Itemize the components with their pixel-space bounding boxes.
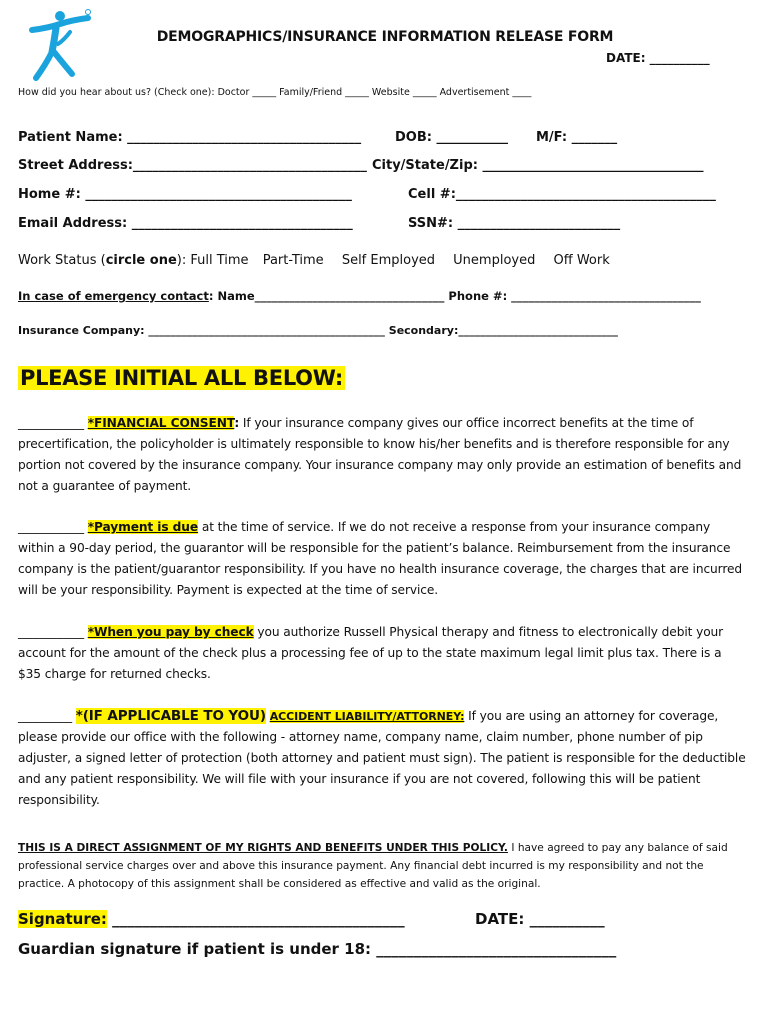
signature-date-field[interactable]: DATE: __________	[475, 910, 605, 928]
work-status-part-time[interactable]: Part-Time	[262, 253, 324, 268]
emergency-contact-row	[18, 289, 701, 303]
financial-consent-text: If your insurance company gives our office incorrect benefits at the time of precertification, the policyholder is ultimately responsible to know his/her benefits and is therefore responsible for any portion not covered by the insurance company. Your insurance company may only provide an estimation of benefits and not a guarantee of payment.	[18, 416, 742, 493]
form-title: DEMOGRAPHICS/INSURANCE INFORMATION RELEASE FORM	[156, 29, 614, 45]
work-status-self-employed[interactable]: Self Employed	[341, 253, 436, 268]
sex-field[interactable]: M/F: _______	[536, 130, 618, 145]
initial-all-heading: PLEASE INITIAL ALL BELOW:	[20, 366, 344, 390]
emergency-contact-label: In case of emergency contact	[18, 289, 209, 303]
dob-field[interactable]: DOB: ___________	[395, 130, 508, 145]
emergency-name-field[interactable]: : Name_________________________________	[208, 289, 445, 303]
check-payment-initial-blank[interactable]: ___________	[18, 625, 84, 639]
logo-stick-figure-icon	[26, 8, 96, 84]
work-status-circle-label: circle one	[105, 253, 177, 268]
insurance-row	[18, 324, 618, 337]
attorney-liability-label: ACCIDENT LIABILITY/ATTORNEY:	[269, 710, 465, 723]
work-status-full-time[interactable]: ): Full Time	[176, 253, 249, 268]
assignment-paragraph	[18, 839, 748, 893]
attorney-applicable-label: *(IF APPLICABLE TO YOU)	[75, 708, 266, 724]
referral-source-question[interactable]: How did you hear about us? (Check one): Doctor _____ Family/Friend _____ Website _____ Advertisement ____	[18, 87, 532, 98]
attorney-text: If you are using an attorney for coverage, please provide our office with the following - attorney name, company name, claim number, phone number of pip adjuster, a signed letter of protection (both attorney and patient must sign). The patient is responsible for the deductible and any patient responsibility. We will file with your insurance if you are not covered, following this will be patient responsibility.	[18, 709, 746, 807]
signature-row	[18, 910, 405, 928]
financial-consent-initial-blank[interactable]: ___________	[18, 416, 84, 430]
street-address-field[interactable]: Street Address:____________________________________	[18, 158, 367, 173]
insurance-company-field[interactable]: Insurance Company: ___________________________________________	[18, 324, 385, 337]
cell-phone-field[interactable]: Cell #:________________________________________	[408, 187, 716, 202]
guardian-signature-field[interactable]: Guardian signature if patient is under 18: ________________________________	[18, 940, 617, 958]
assignment-text: I have agreed to pay any balance of said professional service charges over and above this insurance payment. Any financial debt incurred is my responsibility and not the practice. A photocopy of this assignment shall be considered as effective and valid as the original.	[18, 842, 728, 890]
attorney-paragraph	[18, 706, 748, 811]
financial-consent-colon: :	[234, 416, 240, 430]
financial-consent-paragraph	[18, 413, 748, 497]
payment-due-label: *Payment is due	[87, 520, 199, 534]
payment-due-initial-blank[interactable]: ___________	[18, 520, 84, 534]
payment-due-text: at the time of service. If we do not receive a response from your insurance company within a 90-day period, the guarantor will be responsible for the patient’s balance. Reimbursement from the insurance company is the patient/guarantor responsibility. If you have no health insurance coverage, the charges that are incurred will be your responsibility. Payment is expected at the time of service.	[18, 520, 743, 597]
signature-label: Signature:	[18, 910, 107, 928]
work-status-row	[18, 253, 614, 268]
work-status-prefix: Work Status (	[18, 253, 106, 268]
check-payment-paragraph	[18, 622, 748, 685]
home-phone-field[interactable]: Home #: _________________________________________	[18, 187, 352, 202]
attorney-initial-blank[interactable]: _________	[18, 709, 72, 723]
check-payment-text: you authorize Russell Physical therapy and fitness to electronically debit your account for the amount of the check plus a processing fee of up to the state maximum legal limit plus tax. There is a $35 charge for returned checks.	[18, 625, 724, 681]
financial-consent-label: *FINANCIAL CONSENT	[87, 416, 235, 430]
city-state-zip-field[interactable]: City/State/Zip: __________________________________	[372, 158, 704, 173]
signature-line[interactable]: _______________________________________	[106, 910, 405, 928]
ssn-field[interactable]: SSN#: _________________________	[408, 216, 621, 231]
date-field[interactable]: DATE: __________	[606, 51, 710, 65]
email-field[interactable]: Email Address: __________________________________	[18, 216, 353, 231]
check-payment-label: *When you pay by check	[87, 625, 254, 639]
work-status-unemployed[interactable]: Unemployed	[453, 253, 536, 268]
assignment-heading: THIS IS A DIRECT ASSIGNMENT OF MY RIGHTS AND BENEFITS UNDER THIS POLICY.	[18, 842, 508, 854]
payment-due-paragraph	[18, 517, 748, 601]
insurance-secondary-field[interactable]: Secondary:_____________________________	[388, 324, 618, 337]
patient-name-field[interactable]: Patient Name: ____________________________________	[18, 130, 362, 145]
work-status-off-work[interactable]: Off Work	[553, 253, 610, 268]
emergency-phone-field[interactable]: Phone #: _________________________________	[448, 289, 701, 303]
